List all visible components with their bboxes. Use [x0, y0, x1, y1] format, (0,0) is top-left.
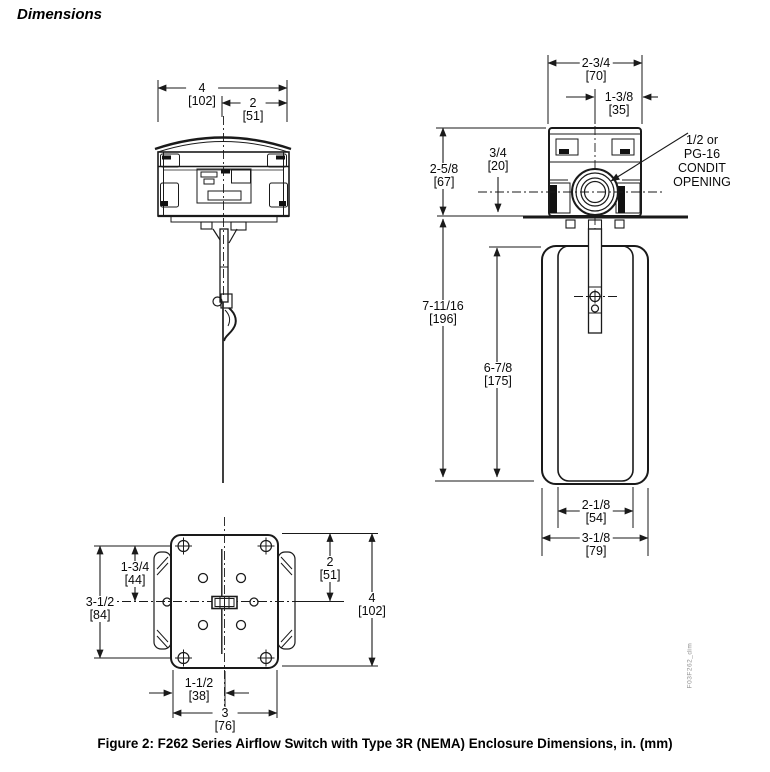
- dim-plate-half-height-label: 2 [51]: [319, 555, 341, 582]
- conduit-opening-note: 1/2 or PG-16 CONDIT OPENING: [673, 133, 731, 189]
- dim-paddle-length-label: 6-7/8 [175]: [483, 361, 513, 388]
- dim-conduit-offset-label: 1-3/8 [35]: [604, 90, 634, 117]
- dim-enclosure-height-label: 2-5/8 [67]: [429, 162, 459, 189]
- dim-conduit-height-label: 3/4 [20]: [487, 146, 509, 173]
- dim-front-width-half-label: 2 [51]: [242, 96, 264, 123]
- dim-front-width-label: 4 [102]: [188, 81, 216, 108]
- page-title: Dimensions: [17, 6, 103, 23]
- mounting-plate-view: [88, 517, 344, 706]
- dim-overall-insertion-label: 7-11/16 [196]: [422, 299, 464, 326]
- dim-plate-hole-spacing-h-label: 3 [76]: [214, 706, 236, 733]
- dim-paddle-inner-width-label: 2-1/8 [54]: [581, 498, 611, 525]
- figure-caption: Figure 2: F262 Series Airflow Switch with Type 3R (NEMA) Enclosure Dimensions, in. (mm): [97, 736, 673, 751]
- dim-plate-height-label: 4 [102]: [358, 591, 386, 618]
- side-view: [437, 126, 688, 484]
- front-view: [155, 116, 291, 483]
- dim-plate-hole-half-h-label: 1-1/2 [38]: [184, 676, 214, 703]
- dim-plate-hole-spacing-v-label: 3-1/2 [84]: [85, 595, 115, 622]
- dim-paddle-outer-width-label: 3-1/8 [79]: [581, 531, 611, 558]
- dim-side-width-label: 2-3/4 [70]: [581, 56, 611, 83]
- dim-plate-hole-half-v-label: 1-3/4 [44]: [120, 560, 150, 587]
- drawing-number-watermark: F03F262_dim: [686, 642, 694, 689]
